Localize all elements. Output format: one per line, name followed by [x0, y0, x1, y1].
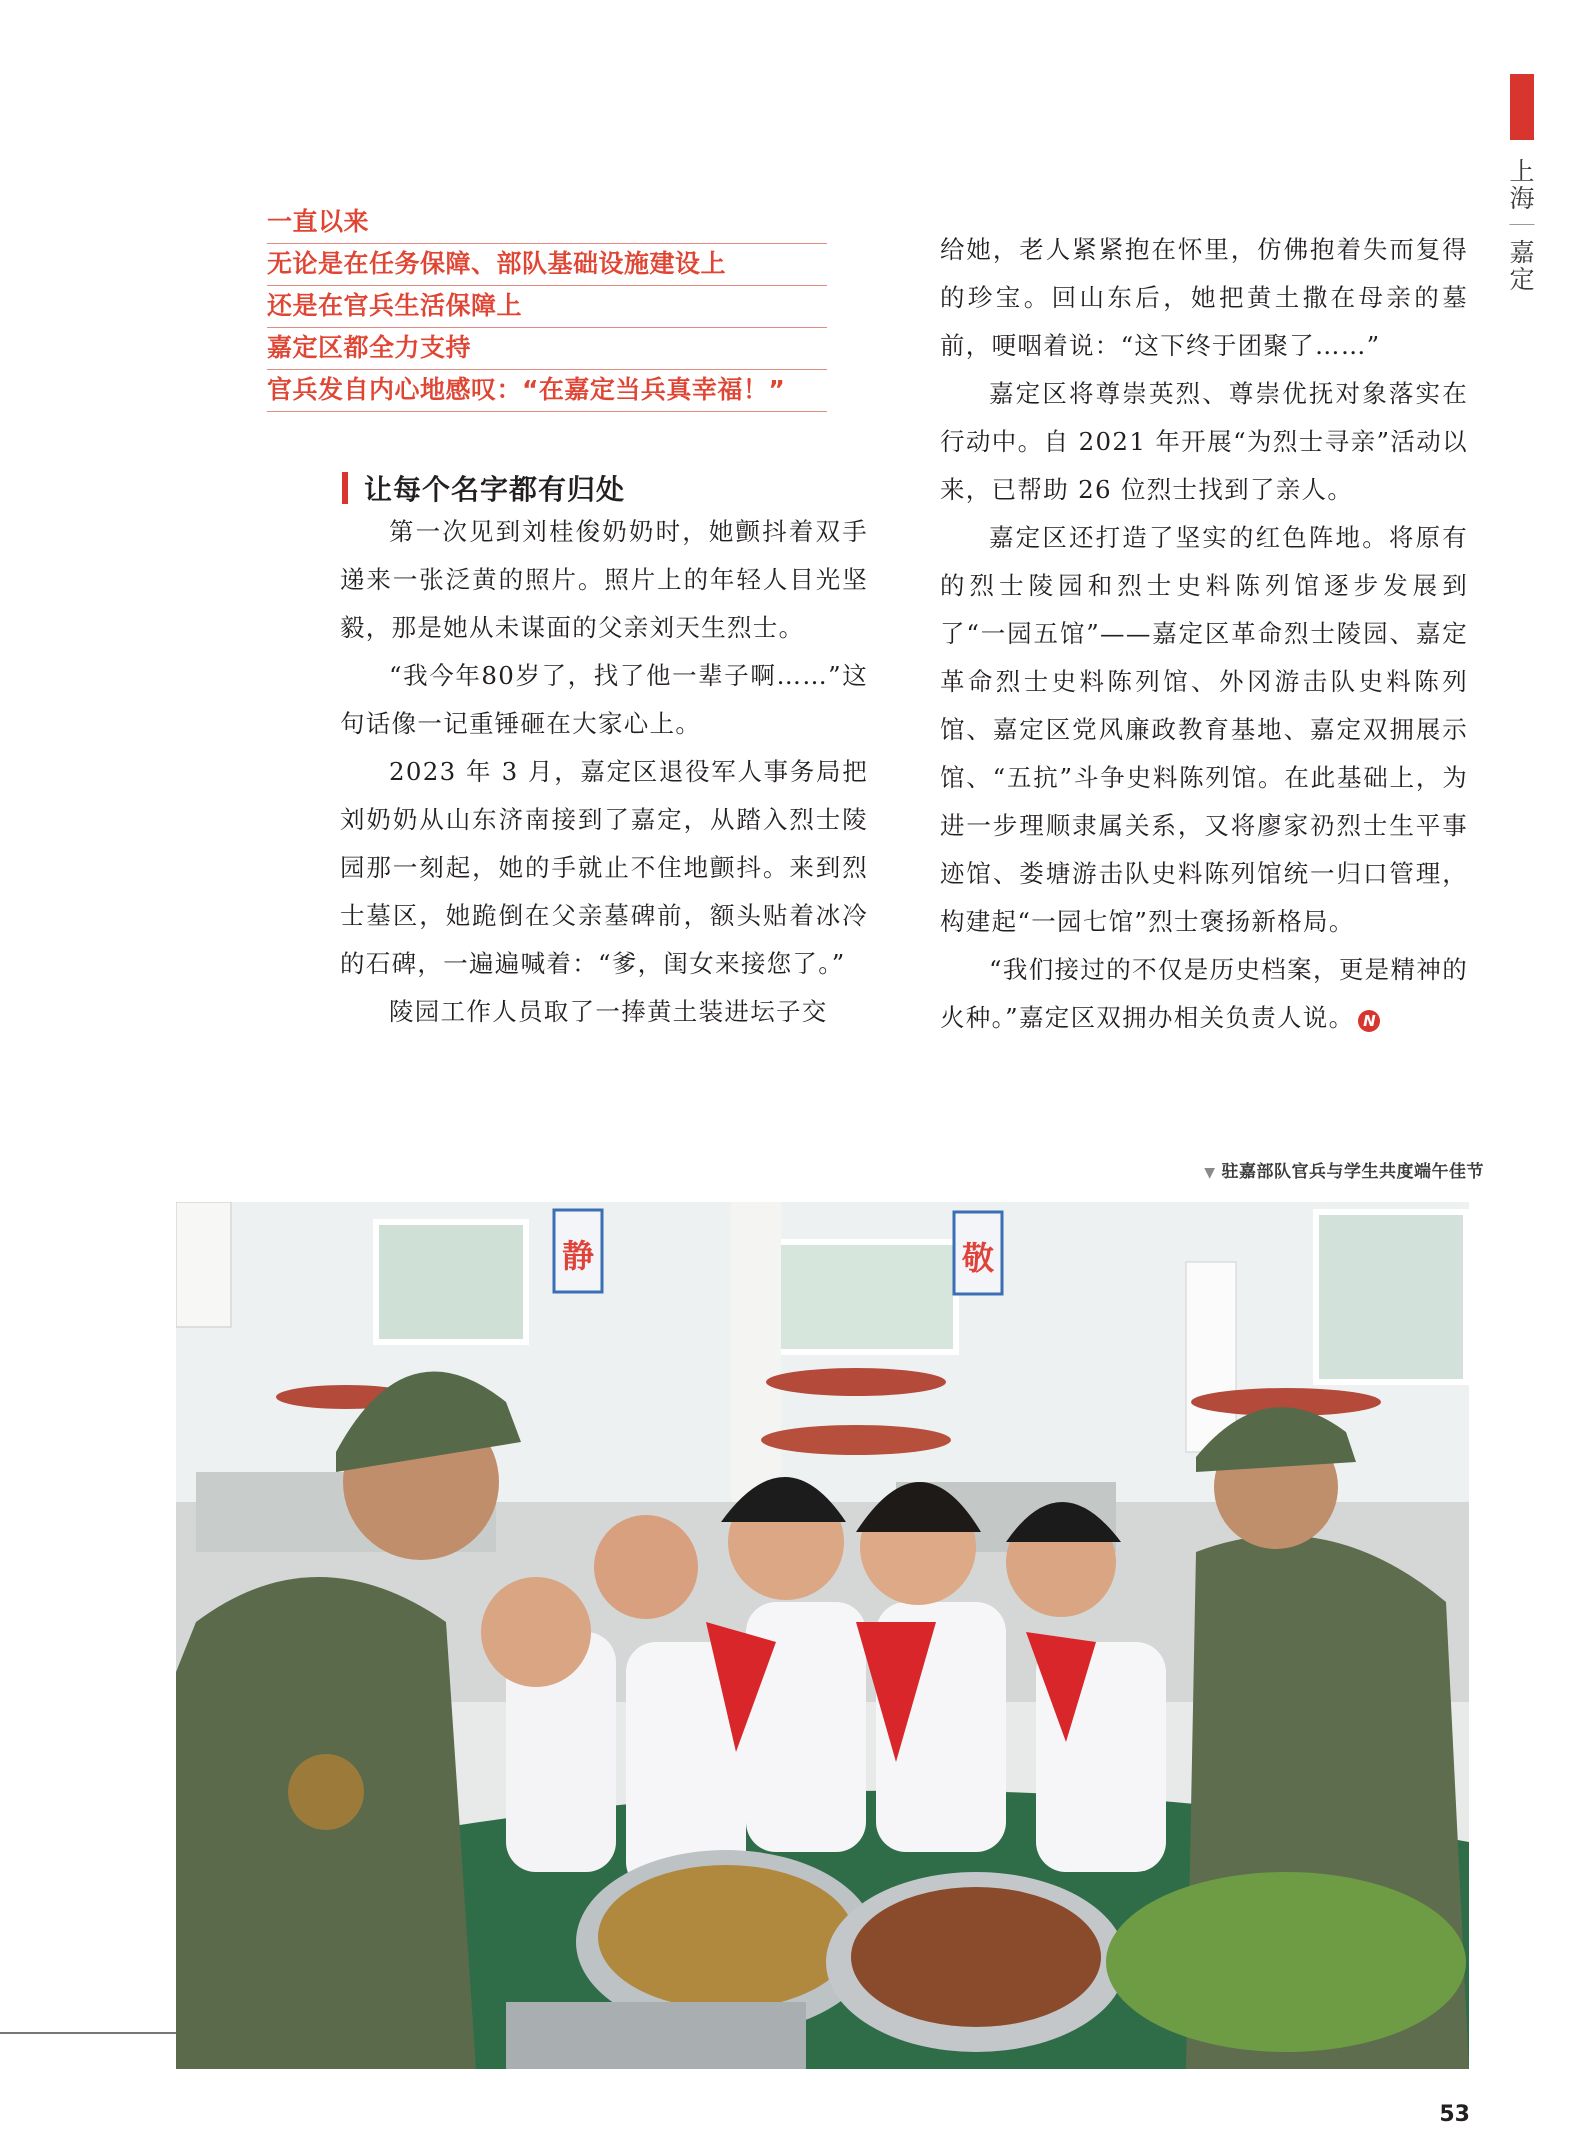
section-label — [1508, 158, 1538, 293]
caption-triangle-icon: ▼ — [1204, 1165, 1216, 1181]
photo-soldiers-and-students — [176, 1202, 1469, 2069]
page-number: 53 — [1439, 2102, 1470, 2127]
photo-caption — [1204, 1157, 1484, 1182]
article-column-left — [340, 508, 868, 1036]
paragraph: 第一次见到刘桂俊奶奶时，她颤抖着双手递来一张泛黄的照片。照片上的年轻人目光坚毅，那是她从未谋面的父亲刘天生烈士。 — [340, 517, 868, 642]
heading-accent-bar — [342, 472, 348, 504]
caption-text: 驻嘉部队官兵与学生共度端午佳节 — [1221, 1162, 1484, 1182]
pull-quote-line: 嘉定区都全力支持 — [267, 328, 827, 370]
sign-left-text: 静 — [561, 1237, 595, 1275]
photo-illustration — [176, 1202, 1469, 2069]
paragraph: 陵园工作人员取了一捧黄土装进坛子交 — [389, 997, 828, 1026]
section-label-bottom: 嘉定 — [1506, 239, 1535, 293]
paragraph: 2023 年 3 月，嘉定区退役军人事务局把刘奶奶从山东济南接到了嘉定，从踏入烈士陵园那一刻起，她的手就止不住地颤抖。来到烈士墓区，她跪倒在父亲墓碑前，额头贴着冰冷的石碑，一遍遍喊着：“爹，闺女来接您了。” — [340, 757, 868, 978]
pull-quote-line: 无论是在任务保障、部队基础设施建设上 — [267, 244, 827, 286]
sign-right-text: 敬 — [961, 1239, 995, 1277]
end-mark-icon: N — [1358, 1010, 1380, 1032]
section-heading — [342, 468, 625, 508]
pull-quote-line: 官兵发自内心地感叹：“在嘉定当兵真幸福！” — [267, 370, 827, 412]
section-label-separator: ｜ — [1506, 212, 1535, 239]
paragraph-text: “我们接过的不仅是历史档案，更是精神的火种。”嘉定区双拥办相关负责人说。 — [940, 955, 1468, 1032]
pull-quote — [267, 202, 827, 412]
paragraph: 嘉定区还打造了坚实的红色阵地。将原有的烈士陵园和烈士史料陈列馆逐步发展到了“一园五馆”——嘉定区革命烈士陵园、嘉定革命烈士史料陈列馆、外冈游击队史料陈列馆、嘉定区党风廉政教育基地、嘉定双拥展示馆、“五抗”斗争史料陈列馆。在此基础上，为进一步理顺隶属关系，又将廖家礽烈士生平事迹馆、娄塘游击队史料陈列馆统一归口管理，构建起“一园七馆”烈士褒扬新格局。 — [940, 523, 1468, 936]
section-tab — [1510, 74, 1534, 140]
footer-rule — [0, 2032, 176, 2034]
paragraph: “我今年80岁了，找了他一辈子啊……”这句话像一记重锤砸在大家心上。 — [340, 661, 868, 738]
pull-quote-line: 还是在官兵生活保障上 — [267, 286, 827, 328]
paragraph: 嘉定区将尊崇英烈、尊崇优抚对象落实在行动中。自 2021 年开展“为烈士寻亲”活动以来，已帮助 26 位烈士找到了亲人。 — [940, 379, 1468, 504]
pull-quote-line: 一直以来 — [267, 202, 827, 244]
heading-title: 让每个名字都有归处 — [364, 473, 626, 506]
paragraph-final — [940, 946, 1468, 1042]
paragraph-continued: 给她，老人紧紧抱在怀里，仿佛抱着失而复得的珍宝。回山东后，她把黄土撒在母亲的墓前，哽咽着说：“这下终于团聚了……” — [940, 235, 1468, 360]
article-column-right — [940, 226, 1468, 1042]
section-label-top: 上海 — [1506, 158, 1535, 212]
